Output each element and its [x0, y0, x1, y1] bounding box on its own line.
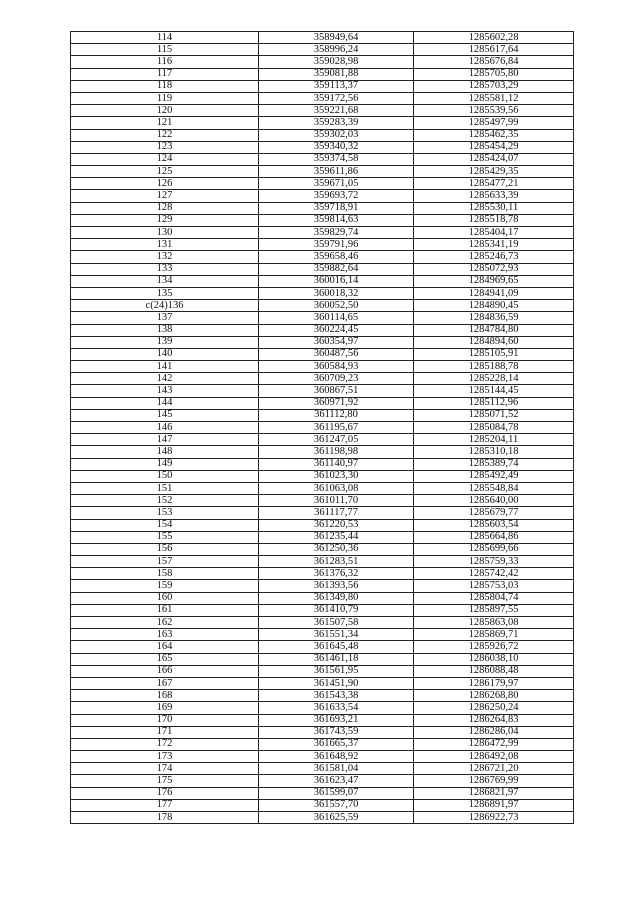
y-coordinate-cell: 1285664,86	[414, 531, 574, 543]
table-row	[71, 287, 574, 299]
y-coordinate-cell: 1285204,11	[414, 434, 574, 446]
x-coordinate-cell: 361250,36	[259, 543, 414, 555]
x-coordinate-cell: 361461,18	[259, 653, 414, 665]
point-number-cell: 119	[71, 92, 259, 104]
y-coordinate-cell: 1286268,80	[414, 690, 574, 702]
x-coordinate-cell: 359611,86	[259, 166, 414, 178]
table-row	[71, 799, 574, 811]
table-row	[71, 714, 574, 726]
x-coordinate-cell: 361543,38	[259, 690, 414, 702]
table-row	[71, 787, 574, 799]
y-coordinate-cell: 1285228,14	[414, 373, 574, 385]
y-coordinate-cell: 1285188,78	[414, 361, 574, 373]
point-number-cell: 140	[71, 348, 259, 360]
point-number-cell: 176	[71, 787, 259, 799]
coordinates-table	[70, 31, 574, 824]
x-coordinate-cell: 359671,05	[259, 178, 414, 190]
table-row	[71, 604, 574, 616]
point-number-cell: 141	[71, 361, 259, 373]
table-row	[71, 507, 574, 519]
x-coordinate-cell: 361198,98	[259, 446, 414, 458]
y-coordinate-cell: 1284941,09	[414, 287, 574, 299]
point-number-cell: 178	[71, 812, 259, 824]
x-coordinate-cell: 358949,64	[259, 32, 414, 44]
y-coordinate-cell: 1285742,42	[414, 568, 574, 580]
point-number-cell: 133	[71, 263, 259, 275]
table-row	[71, 482, 574, 494]
table-row	[71, 763, 574, 775]
y-coordinate-cell: 1286769,99	[414, 775, 574, 787]
x-coordinate-cell: 359374,58	[259, 153, 414, 165]
x-coordinate-cell: 360584,93	[259, 361, 414, 373]
point-number-cell: 146	[71, 422, 259, 434]
y-coordinate-cell: 1285581,12	[414, 92, 574, 104]
x-coordinate-cell: 361195,67	[259, 422, 414, 434]
y-coordinate-cell: 1285804,74	[414, 592, 574, 604]
y-coordinate-cell: 1285926,72	[414, 641, 574, 653]
point-number-cell: 121	[71, 117, 259, 129]
x-coordinate-cell: 360016,14	[259, 275, 414, 287]
table-row	[71, 738, 574, 750]
y-coordinate-cell: 1285454,29	[414, 141, 574, 153]
table-row	[71, 227, 574, 239]
x-coordinate-cell: 361247,05	[259, 434, 414, 446]
point-number-cell: 161	[71, 604, 259, 616]
point-number-cell: 153	[71, 507, 259, 519]
x-coordinate-cell: 361693,21	[259, 714, 414, 726]
point-number-cell: 174	[71, 763, 259, 775]
table-row	[71, 568, 574, 580]
point-number-cell: 138	[71, 324, 259, 336]
y-coordinate-cell: 1285640,00	[414, 495, 574, 507]
point-number-cell: 143	[71, 385, 259, 397]
table-row	[71, 702, 574, 714]
table-row	[71, 543, 574, 555]
y-coordinate-cell: 1285072,93	[414, 263, 574, 275]
x-coordinate-cell: 360018,32	[259, 287, 414, 299]
x-coordinate-cell: 361063,08	[259, 482, 414, 494]
table-row	[71, 495, 574, 507]
table-row	[71, 202, 574, 214]
table-row	[71, 641, 574, 653]
point-number-cell: 166	[71, 665, 259, 677]
x-coordinate-cell: 361623,47	[259, 775, 414, 787]
y-coordinate-cell: 1284836,59	[414, 312, 574, 324]
point-number-cell: 175	[71, 775, 259, 787]
x-coordinate-cell: 359693,72	[259, 190, 414, 202]
x-coordinate-cell: 361140,97	[259, 458, 414, 470]
point-number-cell: 147	[71, 434, 259, 446]
y-coordinate-cell: 1286492,08	[414, 751, 574, 763]
y-coordinate-cell: 1286088,48	[414, 665, 574, 677]
y-coordinate-cell: 1285869,71	[414, 629, 574, 641]
point-number-cell: 114	[71, 32, 259, 44]
point-number-cell: 116	[71, 56, 259, 68]
table-row	[71, 580, 574, 592]
point-number-cell: 165	[71, 653, 259, 665]
table-row	[71, 336, 574, 348]
x-coordinate-cell: 359882,64	[259, 263, 414, 275]
y-coordinate-cell: 1286179,97	[414, 677, 574, 689]
y-coordinate-cell: 1285759,33	[414, 556, 574, 568]
x-coordinate-cell: 361451,90	[259, 677, 414, 689]
table-row	[71, 312, 574, 324]
table-row	[71, 677, 574, 689]
y-coordinate-cell: 1284784,80	[414, 324, 574, 336]
x-coordinate-cell: 361743,59	[259, 726, 414, 738]
y-coordinate-cell: 1286472,99	[414, 738, 574, 750]
table-row	[71, 129, 574, 141]
point-number-cell: 157	[71, 556, 259, 568]
x-coordinate-cell: 360709,23	[259, 373, 414, 385]
x-coordinate-cell: 361665,37	[259, 738, 414, 750]
table-row	[71, 300, 574, 312]
table-row	[71, 141, 574, 153]
table-row	[71, 324, 574, 336]
table-row	[71, 665, 574, 677]
y-coordinate-cell: 1285144,45	[414, 385, 574, 397]
y-coordinate-cell: 1285603,54	[414, 519, 574, 531]
point-number-cell: 145	[71, 409, 259, 421]
table-row	[71, 775, 574, 787]
x-coordinate-cell: 359113,37	[259, 80, 414, 92]
table-row	[71, 32, 574, 44]
x-coordinate-cell: 361235,44	[259, 531, 414, 543]
point-number-cell: 118	[71, 80, 259, 92]
table-row	[71, 263, 574, 275]
x-coordinate-cell: 361645,48	[259, 641, 414, 653]
table-row	[71, 470, 574, 482]
x-coordinate-cell: 360224,45	[259, 324, 414, 336]
table-row	[71, 348, 574, 360]
y-coordinate-cell: 1285462,35	[414, 129, 574, 141]
table-row	[71, 80, 574, 92]
point-number-cell: 117	[71, 68, 259, 80]
table-row	[71, 751, 574, 763]
y-coordinate-cell: 1285863,08	[414, 617, 574, 629]
x-coordinate-cell: 361599,07	[259, 787, 414, 799]
point-number-cell: 135	[71, 287, 259, 299]
point-number-cell: 160	[71, 592, 259, 604]
table-row	[71, 812, 574, 824]
y-coordinate-cell: 1285341,19	[414, 239, 574, 251]
x-coordinate-cell: 360114,65	[259, 312, 414, 324]
y-coordinate-cell: 1286821,97	[414, 787, 574, 799]
point-number-cell: 155	[71, 531, 259, 543]
y-coordinate-cell: 1285246,73	[414, 251, 574, 263]
y-coordinate-cell: 1285539,56	[414, 105, 574, 117]
table-row	[71, 592, 574, 604]
point-number-cell: 172	[71, 738, 259, 750]
point-number-cell: 152	[71, 495, 259, 507]
y-coordinate-cell: 1285492,49	[414, 470, 574, 482]
x-coordinate-cell: 359658,46	[259, 251, 414, 263]
y-coordinate-cell: 1285530,11	[414, 202, 574, 214]
y-coordinate-cell: 1286264,83	[414, 714, 574, 726]
x-coordinate-cell: 361625,59	[259, 812, 414, 824]
table-row	[71, 251, 574, 263]
point-number-cell: 150	[71, 470, 259, 482]
point-number-cell: 139	[71, 336, 259, 348]
x-coordinate-cell: 361376,32	[259, 568, 414, 580]
x-coordinate-cell: 358996,24	[259, 44, 414, 56]
y-coordinate-cell: 1285424,07	[414, 153, 574, 165]
point-number-cell: 156	[71, 543, 259, 555]
x-coordinate-cell: 359718,91	[259, 202, 414, 214]
table-row	[71, 56, 574, 68]
table-row	[71, 166, 574, 178]
point-number-cell: 132	[71, 251, 259, 263]
x-coordinate-cell: 360487,56	[259, 348, 414, 360]
table-row	[71, 190, 574, 202]
y-coordinate-cell: 1286038,10	[414, 653, 574, 665]
point-number-cell: 168	[71, 690, 259, 702]
x-coordinate-cell: 360052,50	[259, 300, 414, 312]
point-number-cell: с(24)136	[71, 300, 259, 312]
point-number-cell: 130	[71, 227, 259, 239]
table-row	[71, 117, 574, 129]
y-coordinate-cell: 1285679,77	[414, 507, 574, 519]
point-number-cell: 151	[71, 482, 259, 494]
x-coordinate-cell: 360867,51	[259, 385, 414, 397]
y-coordinate-cell: 1285897,55	[414, 604, 574, 616]
x-coordinate-cell: 361117,77	[259, 507, 414, 519]
point-number-cell: 154	[71, 519, 259, 531]
table-row	[71, 214, 574, 226]
point-number-cell: 134	[71, 275, 259, 287]
table-row	[71, 726, 574, 738]
point-number-cell: 158	[71, 568, 259, 580]
y-coordinate-cell: 1285112,96	[414, 397, 574, 409]
point-number-cell: 164	[71, 641, 259, 653]
point-number-cell: 148	[71, 446, 259, 458]
point-number-cell: 124	[71, 153, 259, 165]
table-row	[71, 105, 574, 117]
x-coordinate-cell: 361349,80	[259, 592, 414, 604]
y-coordinate-cell: 1285497,99	[414, 117, 574, 129]
point-number-cell: 128	[71, 202, 259, 214]
table-row	[71, 519, 574, 531]
x-coordinate-cell: 359829,74	[259, 227, 414, 239]
point-number-cell: 129	[71, 214, 259, 226]
point-number-cell: 169	[71, 702, 259, 714]
point-number-cell: 142	[71, 373, 259, 385]
point-number-cell: 123	[71, 141, 259, 153]
y-coordinate-cell: 1285404,17	[414, 227, 574, 239]
point-number-cell: 115	[71, 44, 259, 56]
x-coordinate-cell: 359283,39	[259, 117, 414, 129]
y-coordinate-cell: 1285699,66	[414, 543, 574, 555]
table-row	[71, 629, 574, 641]
point-number-cell: 144	[71, 397, 259, 409]
table-row	[71, 178, 574, 190]
x-coordinate-cell: 361557,70	[259, 799, 414, 811]
y-coordinate-cell: 1285602,28	[414, 32, 574, 44]
table-row	[71, 458, 574, 470]
x-coordinate-cell: 361393,56	[259, 580, 414, 592]
y-coordinate-cell: 1285703,29	[414, 80, 574, 92]
y-coordinate-cell: 1285633,39	[414, 190, 574, 202]
table-row	[71, 275, 574, 287]
point-number-cell: 162	[71, 617, 259, 629]
coordinates-table-body	[71, 32, 574, 824]
x-coordinate-cell: 359791,96	[259, 239, 414, 251]
y-coordinate-cell: 1285477,21	[414, 178, 574, 190]
point-number-cell: 125	[71, 166, 259, 178]
x-coordinate-cell: 361551,34	[259, 629, 414, 641]
point-number-cell: 126	[71, 178, 259, 190]
table-row	[71, 531, 574, 543]
y-coordinate-cell: 1284894,60	[414, 336, 574, 348]
point-number-cell: 122	[71, 129, 259, 141]
x-coordinate-cell: 361561,95	[259, 665, 414, 677]
table-row	[71, 92, 574, 104]
table-row	[71, 153, 574, 165]
y-coordinate-cell: 1286721,20	[414, 763, 574, 775]
y-coordinate-cell: 1285429,35	[414, 166, 574, 178]
y-coordinate-cell: 1285617,64	[414, 44, 574, 56]
y-coordinate-cell: 1286922,73	[414, 812, 574, 824]
y-coordinate-cell: 1285676,84	[414, 56, 574, 68]
y-coordinate-cell: 1285705,80	[414, 68, 574, 80]
x-coordinate-cell: 361633,54	[259, 702, 414, 714]
table-row	[71, 556, 574, 568]
point-number-cell: 127	[71, 190, 259, 202]
point-number-cell: 149	[71, 458, 259, 470]
x-coordinate-cell: 360971,92	[259, 397, 414, 409]
point-number-cell: 171	[71, 726, 259, 738]
x-coordinate-cell: 361011,70	[259, 495, 414, 507]
x-coordinate-cell: 361507,58	[259, 617, 414, 629]
x-coordinate-cell: 361648,92	[259, 751, 414, 763]
table-row	[71, 690, 574, 702]
point-number-cell: 177	[71, 799, 259, 811]
point-number-cell: 131	[71, 239, 259, 251]
point-number-cell: 173	[71, 751, 259, 763]
x-coordinate-cell: 359172,56	[259, 92, 414, 104]
x-coordinate-cell: 359081,88	[259, 68, 414, 80]
table-row	[71, 68, 574, 80]
point-number-cell: 159	[71, 580, 259, 592]
x-coordinate-cell: 361581,04	[259, 763, 414, 775]
x-coordinate-cell: 359302,03	[259, 129, 414, 141]
point-number-cell: 137	[71, 312, 259, 324]
y-coordinate-cell: 1285071,52	[414, 409, 574, 421]
y-coordinate-cell: 1284890,45	[414, 300, 574, 312]
table-row	[71, 617, 574, 629]
x-coordinate-cell: 361023,30	[259, 470, 414, 482]
table-row	[71, 422, 574, 434]
y-coordinate-cell: 1285084,78	[414, 422, 574, 434]
x-coordinate-cell: 359221,68	[259, 105, 414, 117]
y-coordinate-cell: 1285389,74	[414, 458, 574, 470]
point-number-cell: 167	[71, 677, 259, 689]
x-coordinate-cell: 359028,98	[259, 56, 414, 68]
table-row	[71, 397, 574, 409]
x-coordinate-cell: 361410,79	[259, 604, 414, 616]
x-coordinate-cell: 359814,63	[259, 214, 414, 226]
point-number-cell: 163	[71, 629, 259, 641]
table-row	[71, 373, 574, 385]
table-row	[71, 446, 574, 458]
y-coordinate-cell: 1286286,04	[414, 726, 574, 738]
y-coordinate-cell: 1285105,91	[414, 348, 574, 360]
point-number-cell: 170	[71, 714, 259, 726]
x-coordinate-cell: 359340,32	[259, 141, 414, 153]
table-row	[71, 361, 574, 373]
x-coordinate-cell: 360354,97	[259, 336, 414, 348]
y-coordinate-cell: 1285310,18	[414, 446, 574, 458]
table-row	[71, 239, 574, 251]
y-coordinate-cell: 1285753,03	[414, 580, 574, 592]
x-coordinate-cell: 361220,53	[259, 519, 414, 531]
x-coordinate-cell: 361283,51	[259, 556, 414, 568]
table-row	[71, 385, 574, 397]
table-row	[71, 434, 574, 446]
table-row	[71, 44, 574, 56]
point-number-cell: 120	[71, 105, 259, 117]
y-coordinate-cell: 1284969,65	[414, 275, 574, 287]
x-coordinate-cell: 361112,80	[259, 409, 414, 421]
table-row	[71, 409, 574, 421]
y-coordinate-cell: 1286250,24	[414, 702, 574, 714]
table-row	[71, 653, 574, 665]
y-coordinate-cell: 1285548,84	[414, 482, 574, 494]
y-coordinate-cell: 1285518,78	[414, 214, 574, 226]
y-coordinate-cell: 1286891,97	[414, 799, 574, 811]
